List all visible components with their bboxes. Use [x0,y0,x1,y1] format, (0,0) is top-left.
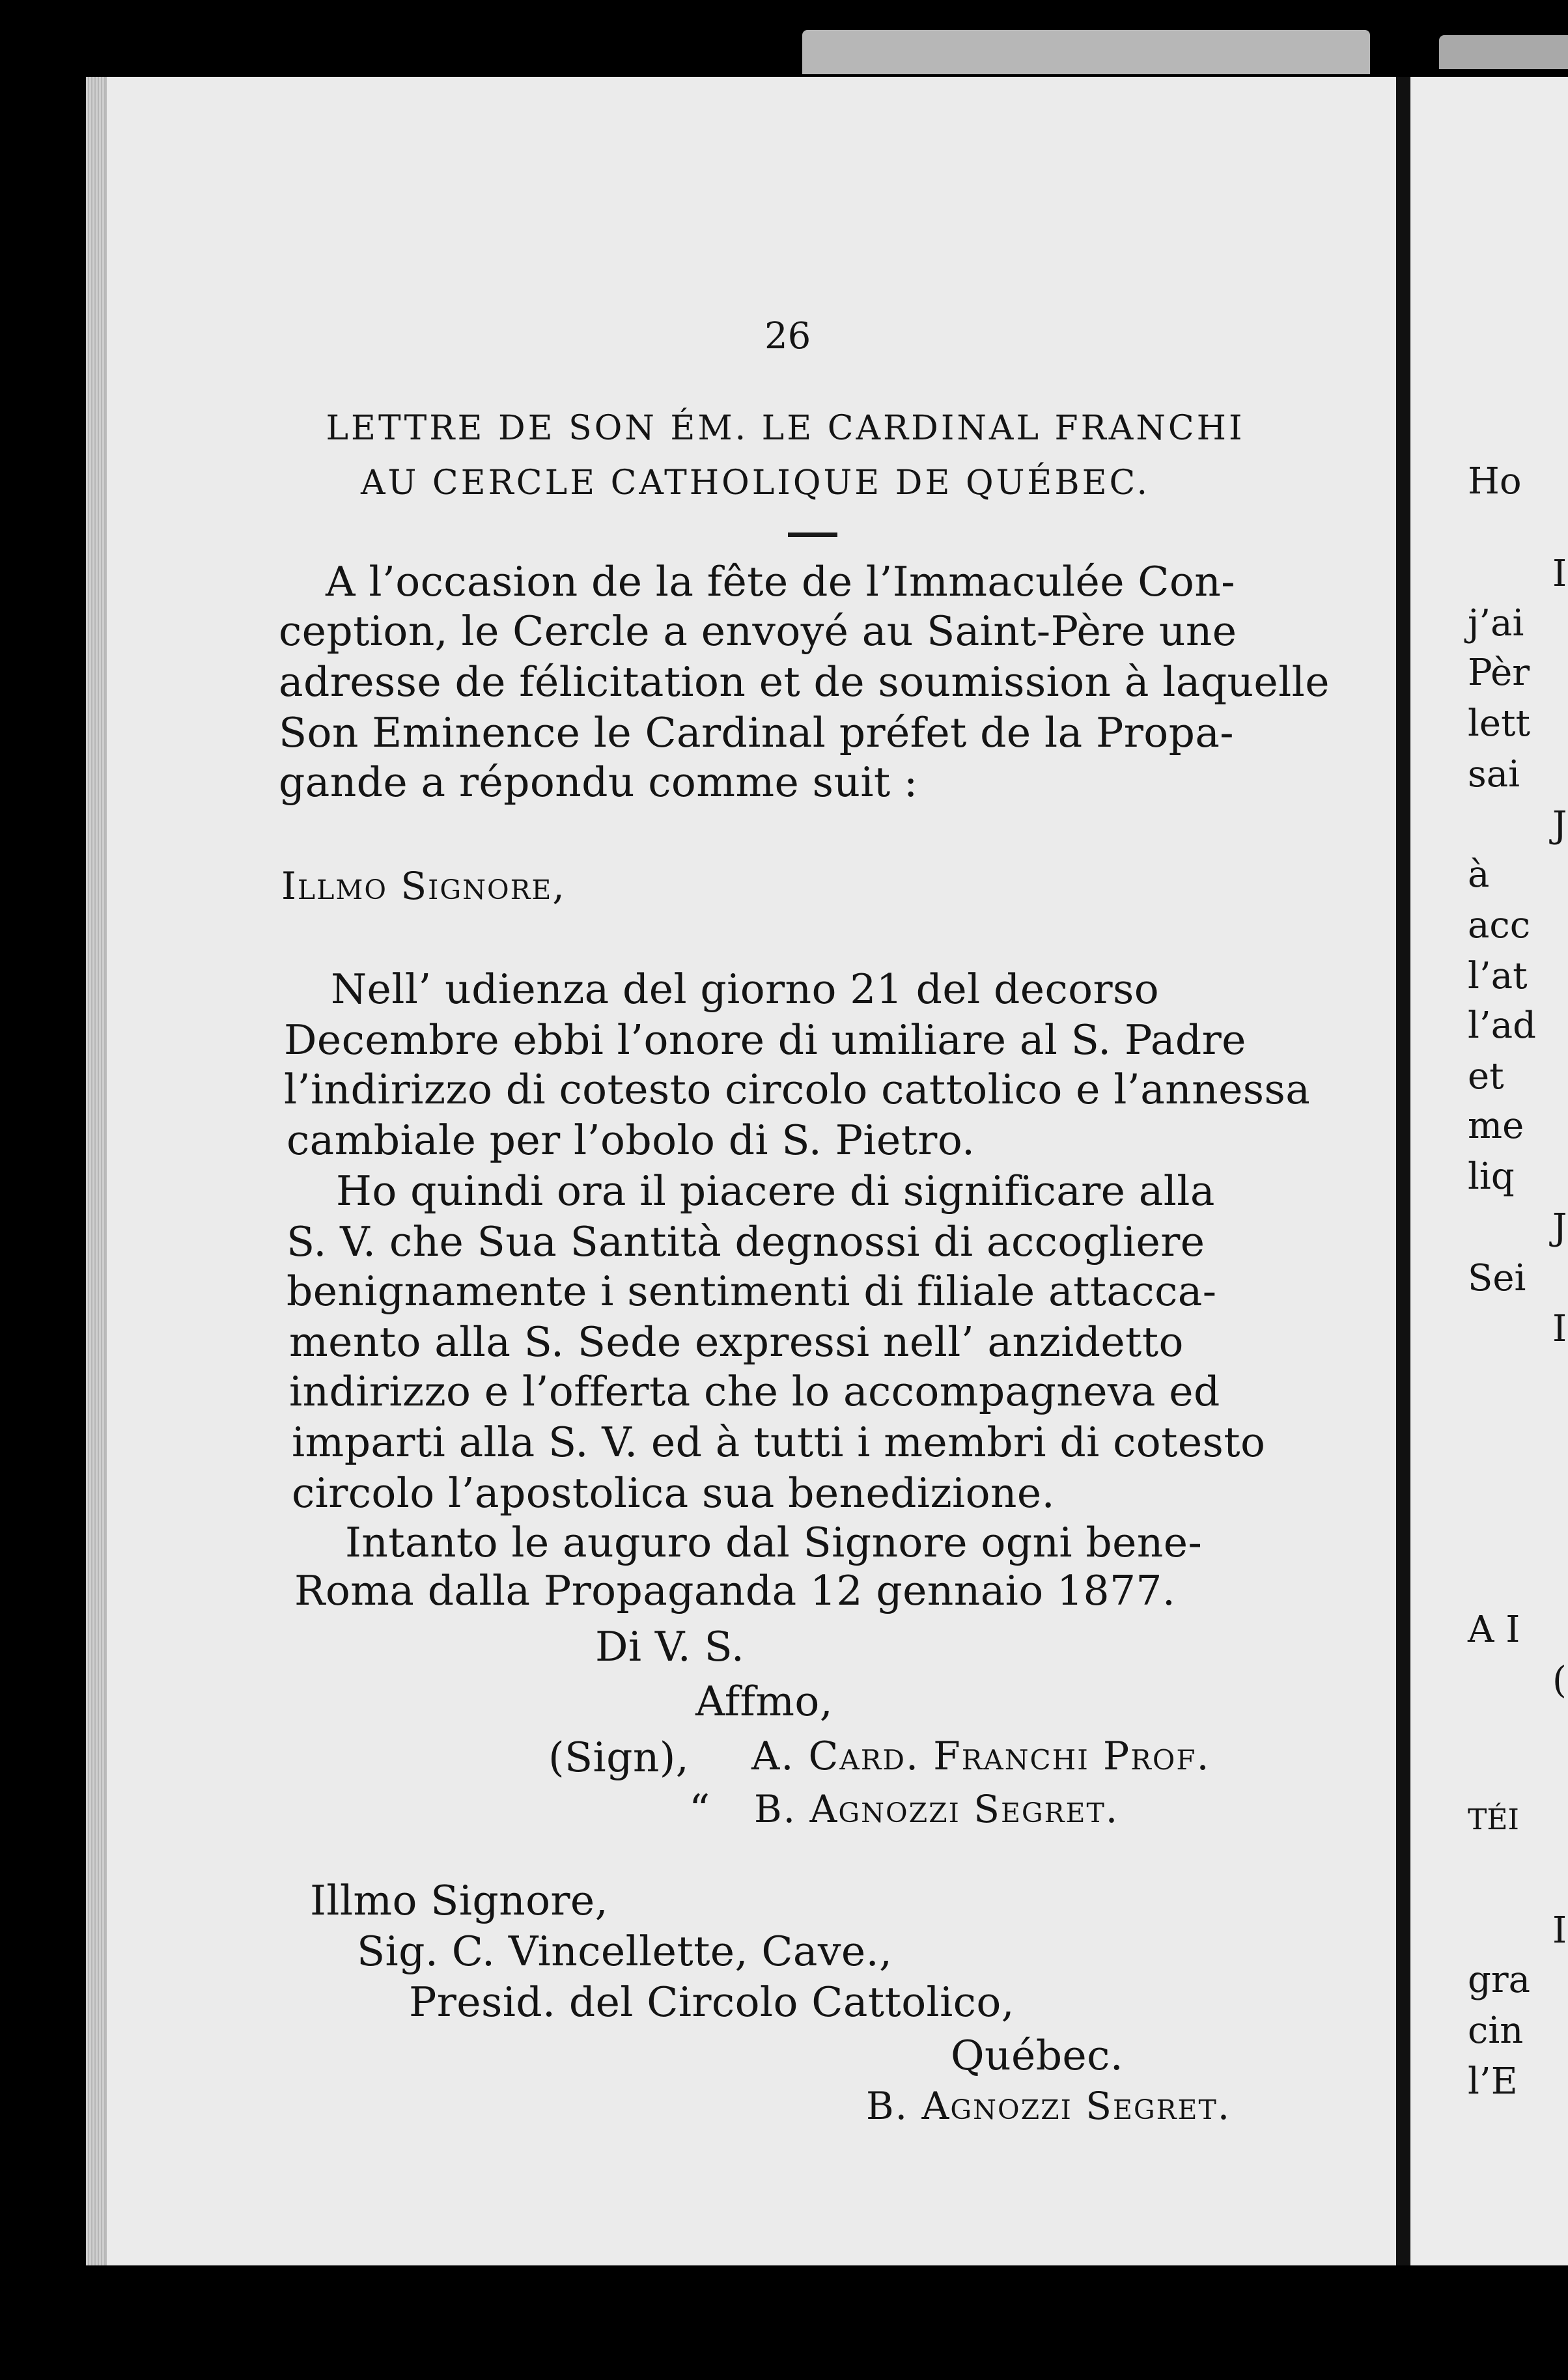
heading-line-2: AU CERCLE CATHOLIQUE DE QUÉBEC. [360,464,1150,503]
next-page-fragment: l’ad [1468,1004,1536,1047]
letter-line: imparti alla S. V. ed à tutti i membri di cotesto [292,1418,1266,1466]
letter-line: Roma dalla Propaganda 12 gennaio 1877. [294,1567,1176,1614]
letter-line: benignamente i sentimenti di filiale attacca- [287,1267,1217,1315]
book-gutter [1396,77,1410,2265]
closing-affmo: Affmo, [695,1678,833,1725]
intro-line: A l’occasion de la fête de l’Immaculée Con- [326,558,1235,605]
salutation: Illmo Signore, [281,864,566,908]
next-page-fragment: me [1468,1105,1524,1147]
signer-1: A. Card. Franchi Prof. [751,1734,1211,1779]
next-page-fragment: l’E [1468,2060,1518,2103]
letter-line: mento alla S. Sede expressi nell’ anzidetto [289,1318,1184,1366]
next-page-fragment: lett [1468,702,1531,745]
letter-line: l’indirizzo di cotesto circolo cattolico e l’annessa [284,1066,1311,1113]
next-page-edge [1410,77,1568,2265]
address-line: Illmo Signore, [310,1877,609,1924]
next-page-fragment: à [1468,853,1490,896]
next-page-fragment: I [1552,1308,1567,1350]
top-page-edge [802,30,1370,74]
letter-line: circolo l’apostolica sua benedizione. [292,1469,1055,1517]
letter-line: Intanto le auguro dal Signore ogni bene- [345,1519,1203,1566]
heading-rule [788,533,837,537]
next-page-fragment: l’at [1468,955,1528,997]
next-page-fragment: acc [1468,904,1531,947]
address-line: Presid. del Circolo Cattolico, [409,1978,1015,2026]
intro-line: ception, le Cercle a envoyé au Saint-Père une [279,607,1237,655]
next-page-fragment: gra [1468,1959,1531,2001]
next-page-fragment: J [1552,804,1567,846]
heading-line-1: LETTRE DE SON ÉM. LE CARDINAL FRANCHI [326,409,1245,448]
next-page-fragment: J [1552,1206,1567,1249]
sign-label: (Sign), [548,1734,690,1781]
address-line: Sig. C. Vincellette, Cave., [357,1928,893,1975]
next-page-fragment: A I [1468,1609,1520,1651]
next-page-fragment: I [1552,553,1567,595]
address-signer: B. Agnozzi Segret. [866,2084,1231,2128]
intro-line: gande a répondu comme suit : [279,758,918,806]
letter-line: cambiale per l’obolo di S. Pietro. [287,1116,975,1164]
letter-line: S. V. che Sua Santità degnossi di accogliere [287,1218,1205,1266]
letter-line: Ho quindi ora il piacere di significare alla [336,1167,1215,1215]
letter-line: indirizzo e l’offerta che lo accompagneva ed [289,1368,1220,1415]
page-number: 26 [764,315,811,357]
intro-line: adresse de félicitation et de soumission à laquelle [279,658,1330,706]
ditto-mark: “ [689,1786,710,1833]
next-page-fragment: cin [1468,2010,1524,2052]
next-page-fragment: Sei [1468,1257,1526,1299]
signer-2: B. Agnozzi Segret. [754,1787,1119,1831]
next-page-fragment: et [1468,1055,1504,1098]
next-page-fragment: Pèr [1468,652,1530,694]
closing-di-vs: Di V. S. [595,1623,745,1670]
next-page-fragment: j’ai [1468,602,1524,644]
next-page-fragment: TÉI [1468,1803,1519,1836]
address-line: Québec. [951,2032,1124,2079]
intro-line: Son Eminence le Cardinal préfet de la Propa- [279,709,1234,756]
next-page-fragment: liq [1468,1155,1515,1198]
top-page-edge-right [1439,35,1568,69]
next-page-fragment: ( [1552,1659,1567,1702]
next-page-fragment: I [1552,1909,1567,1952]
letter-line: Decembre ebbi l’onore di umiliare al S. Padre [284,1016,1246,1064]
next-page-fragment: sai [1468,753,1520,796]
letter-line: Nell’ udienza del giorno 21 del decorso [331,965,1160,1013]
next-page-fragment: Ho [1468,460,1522,503]
